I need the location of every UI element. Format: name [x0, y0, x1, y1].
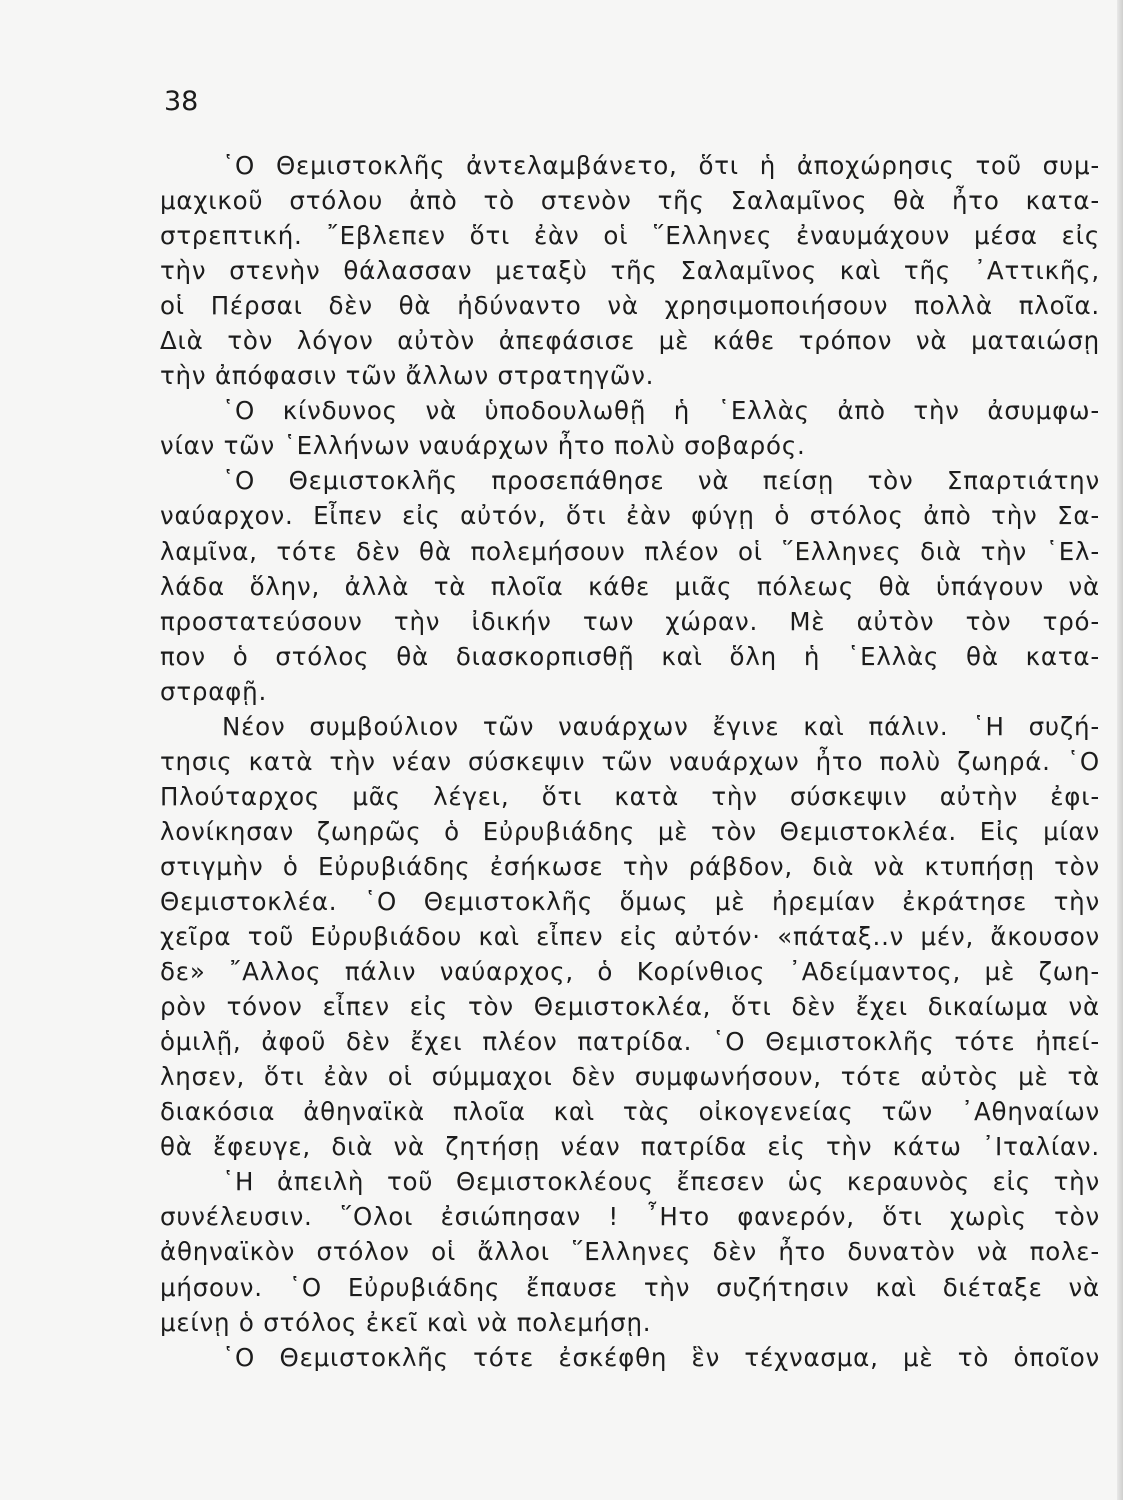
text-line: νίαν τῶν ῾Ελλήνων ναυάρχων ἦτο πολὺ σοβαρός. — [160, 431, 806, 461]
text-line: μείνῃ ὁ στόλος ἐκεῖ καὶ νὰ πολεμήσῃ. — [160, 1307, 652, 1337]
text-line: Θεμιστοκλέα. ῾Ο Θεμιστοκλῆς ὅμως μὲ ἠρεμίαν ἐκράτησε τὴν — [160, 886, 1100, 916]
text-line: λησεν, ὅτι ἐὰν οἱ σύμμαχοι δὲν συμφωνήσουν, τότε αὐτὸς μὲ τὰ — [160, 1062, 1100, 1092]
text-line: Νέον συμβούλιον τῶν ναυάρχων ἔγινε καὶ πάλιν. ῾Η συζή- — [222, 711, 1100, 741]
text-line: ρὸν τόνον εἶπεν εἰς τὸν Θεμιστοκλέα, ὅτι δὲν ἔχει δικαίωμα νὰ — [160, 992, 1100, 1022]
text-line: ῾Ο Θεμιστοκλῆς ἀντελαμβάνετο, ὅτι ἡ ἀποχώρησις τοῦ συμ- — [222, 151, 1100, 180]
text-line: στιγμὴν ὁ Εὐρυβιάδης ἐσήκωσε τὴν ράβδον, διὰ νὰ κτυπήσῃ τὸν — [160, 851, 1100, 881]
text-line: ὁμιλῇ, ἀφοῦ δὲν ἔχει πλέον πατρίδα. ῾Ο Θεμιστοκλῆς τότε ἠπεί- — [160, 1027, 1100, 1057]
text-line: στρεπτική. ῎Εβλεπεν ὅτι ἐὰν οἱ ῞Ελληνες ἐναυμάχουν μέσα εἰς — [160, 221, 1100, 251]
text-line: ναύαρχον. Εἶπεν εἰς αὐτόν, ὅτι ἐὰν φύγῃ ὁ στόλος ἀπὸ τὴν Σα- — [160, 501, 1100, 531]
text-line: πον ὁ στόλος θὰ διασκορπισθῇ καὶ ὅλη ἡ ῾Ελλὰς θὰ κατα- — [160, 641, 1100, 671]
text-line: τὴν ἀπόφασιν τῶν ἄλλων στρατηγῶν. — [160, 361, 655, 391]
text-line: ῾Ο Θεμιστοκλῆς προσεπάθησε νὰ πείσῃ τὸν Σπαρτιάτην — [222, 466, 1100, 496]
text-line: οἱ Πέρσαι δὲν θὰ ἠδύναντο νὰ χρησιμοποιήσουν πολλὰ πλοῖα. — [160, 291, 1100, 321]
text-line: λαμῖνα, τότε δὲν θὰ πολεμήσουν πλέον οἱ ῞Ελληνες διὰ τὴν ῾Ελ- — [160, 536, 1100, 566]
text-line: μαχικοῦ στόλου ἀπὸ τὸ στενὸν τῆς Σαλαμῖνος θὰ ἦτο κατα- — [160, 186, 1100, 216]
page-number: 38 — [164, 86, 199, 117]
text-line: προστατεύσουν τὴν ἰδικήν των χώραν. Μὲ αὐτὸν τὸν τρό- — [160, 606, 1100, 636]
text-line: τὴν στενὴν θάλασσαν μεταξὺ τῆς Σαλαμῖνος καὶ τῆς ᾿Αττικῆς, — [160, 256, 1100, 286]
text-line: θὰ ἔφευγε, διὰ νὰ ζητήσῃ νέαν πατρίδα εἰς τὴν κάτω ᾿Ιταλίαν. — [160, 1132, 1100, 1162]
text-line: συνέλευσιν. ῞Ολοι ἐσιώπησαν ! ῏Ητο φανερόν, ὅτι χωρὶς τὸν — [160, 1202, 1100, 1232]
text-line: τησις κατὰ τὴν νέαν σύσκεψιν τῶν ναυάρχων ἦτο πολὺ ζωηρά. ῾Ο — [160, 746, 1100, 776]
text-line: στραφῇ. — [160, 676, 268, 706]
text-line: χεῖρα τοῦ Εὐρυβιάδου καὶ εἶπεν εἰς αὐτόν· «πάταξ..ν μέν, ἄκουσον — [160, 922, 1100, 952]
text-line: ῾Η ἀπειλὴ τοῦ Θεμιστοκλέους ἔπεσεν ὡς κεραυνὸς εἰς τὴν — [222, 1167, 1100, 1197]
text-line: ῾Ο κίνδυνος νὰ ὑποδουλωθῇ ἡ ῾Ελλὰς ἀπὸ τὴν ἀσυμφω- — [222, 396, 1100, 426]
text-line: λονίκησαν ζωηρῶς ὁ Εὐρυβιάδης μὲ τὸν Θεμιστοκλέα. Εἰς μίαν — [160, 816, 1100, 846]
text-line: λάδα ὅλην, ἀλλὰ τὰ πλοῖα κάθε μιᾶς πόλεως θὰ ὑπάγουν νὰ — [160, 571, 1100, 601]
text-line: ἀθηναϊκὸν στόλον οἱ ἄλλοι ῞Ελληνες δὲν ἦτο δυνατὸν νὰ πολε- — [160, 1237, 1100, 1267]
text-line: διακόσια ἀθηναϊκὰ πλοῖα καὶ τὰς οἰκογενείας τῶν ᾿Αθηναίων — [160, 1097, 1100, 1127]
text-line: Πλούταρχος μᾶς λέγει, ὅτι κατὰ τὴν σύσκεψιν αὐτὴν ἐφι- — [160, 781, 1100, 811]
text-line: δε» ῎Αλλος πάλιν ναύαρχος, ὁ Κορίνθιος ᾿Αδείμαντος, μὲ ζωη- — [160, 957, 1100, 987]
text-line: ῾Ο Θεμιστοκλῆς τότε ἐσκέφθη ἓν τέχνασμα, μὲ τὸ ὁποῖον — [222, 1342, 1100, 1372]
text-line: Διὰ τὸν λόγον αὐτὸν ἀπεφάσισε μὲ κάθε τρόπον νὰ ματαιώσῃ — [160, 326, 1100, 356]
text-line: μήσουν. ῾Ο Εὐρυβιάδης ἔπαυσε τὴν συζήτησιν καὶ διέταξε νὰ — [160, 1272, 1100, 1302]
body-text — [160, 148, 1100, 1375]
